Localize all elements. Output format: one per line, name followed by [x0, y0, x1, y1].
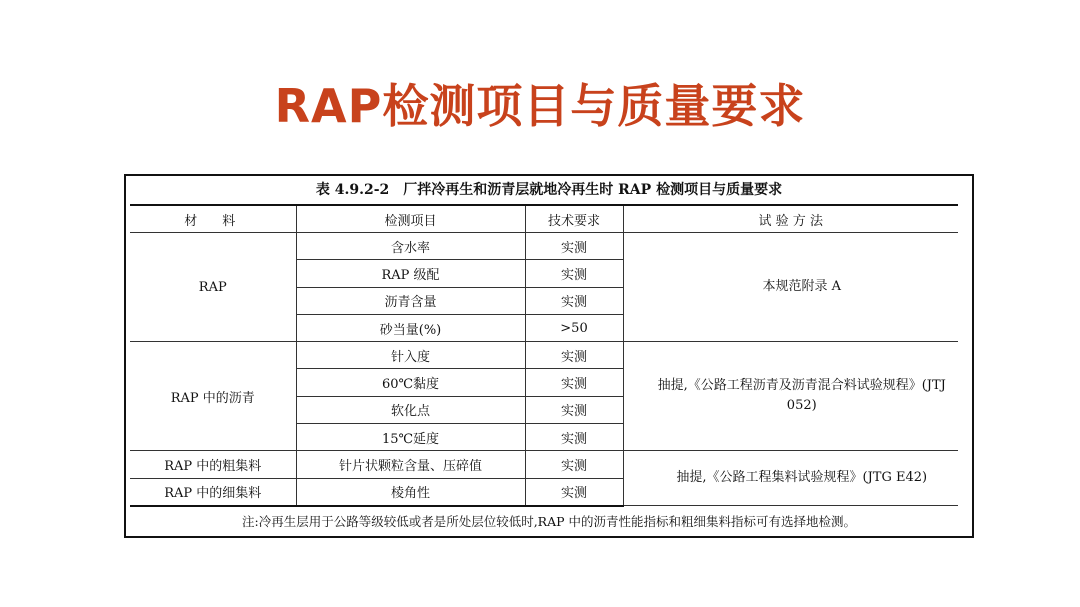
- requirement-cell: 实测: [525, 424, 623, 451]
- requirement-cell: 实测: [525, 233, 623, 260]
- slide-title: RAP检测项目与质量要求: [274, 79, 806, 133]
- material-cell: RAP 中的细集料: [130, 478, 296, 506]
- table-row: [130, 233, 958, 260]
- spec-table-image: [124, 174, 974, 538]
- method-cell: 抽提,《公路工程沥青及沥青混合料试验规程》(JTJ 052): [623, 342, 958, 451]
- item-cell: 砂当量(%): [296, 314, 525, 341]
- item-cell: 沥青含量: [296, 287, 525, 314]
- requirement-cell: 实测: [525, 396, 623, 423]
- table-row: [130, 342, 958, 369]
- header-requirement: 技术要求: [525, 205, 623, 233]
- requirement-cell: 实测: [525, 451, 623, 478]
- item-cell: 针片状颗粒含量、压碎值: [296, 451, 525, 478]
- item-cell: 软化点: [296, 396, 525, 423]
- requirement-cell: 实测: [525, 369, 623, 396]
- requirement-cell: 实测: [525, 260, 623, 287]
- table-note: 注:冷再生层用于公路等级较低或者是所处层位较低时,RAP 中的沥青性能指标和粗细集料指标可有选择地检测。: [241, 514, 856, 529]
- table-caption: 表 4.9.2-2 厂拌冷再生和沥青层就地冷再生时 RAP 检测项目与质量要求: [315, 182, 783, 198]
- material-cell: RAP 中的沥青: [130, 342, 296, 451]
- item-cell: RAP 级配: [296, 260, 525, 287]
- item-cell: 棱角性: [296, 478, 525, 506]
- item-cell: 60℃黏度: [296, 369, 525, 396]
- material-cell: RAP: [130, 233, 296, 342]
- spec-table: [130, 204, 958, 507]
- method-cell: 抽提,《公路工程集料试验规程》(JTG E42): [623, 451, 958, 506]
- header-row: [130, 205, 958, 233]
- item-cell: 15℃延度: [296, 424, 525, 451]
- requirement-cell: 实测: [525, 287, 623, 314]
- header-material: 材 料: [130, 205, 296, 233]
- item-cell: 针入度: [296, 342, 525, 369]
- header-method: 试 验 方 法: [623, 205, 958, 233]
- requirement-cell: 实测: [525, 478, 623, 506]
- requirement-cell: 实测: [525, 342, 623, 369]
- table-row: [130, 451, 958, 478]
- header-item: 检测项目: [296, 205, 525, 233]
- item-cell: 含水率: [296, 233, 525, 260]
- material-cell: RAP 中的粗集料: [130, 451, 296, 478]
- method-cell: 本规范附录 A: [623, 233, 958, 342]
- requirement-cell: >50: [525, 314, 623, 341]
